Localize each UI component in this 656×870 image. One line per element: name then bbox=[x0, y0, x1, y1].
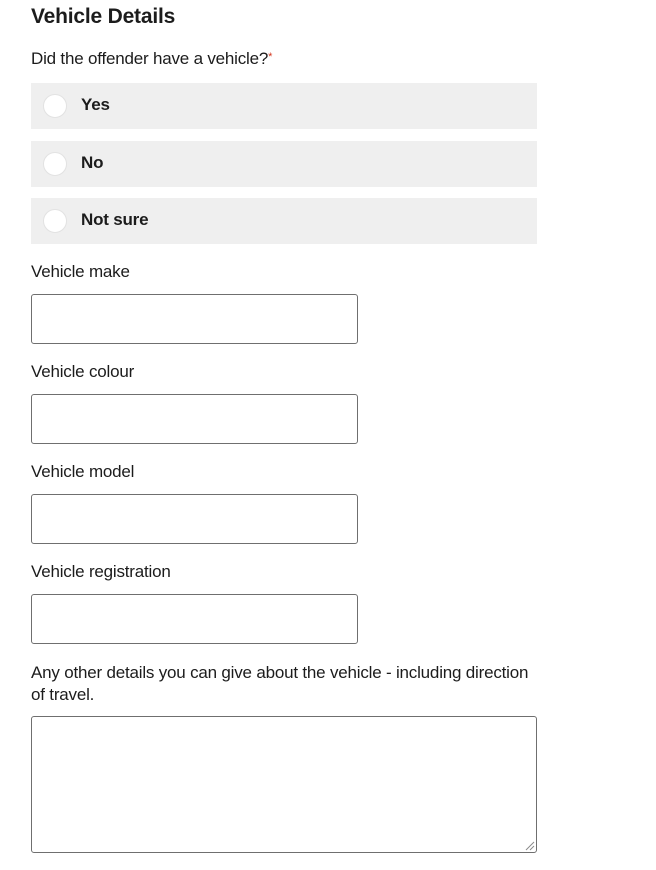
vehicle-make-label: Vehicle make bbox=[31, 262, 130, 281]
vehicle-model-label: Vehicle model bbox=[31, 462, 135, 481]
question-label: Did the offender have a vehicle? bbox=[31, 49, 269, 68]
radio-button-not-sure[interactable] bbox=[43, 209, 67, 233]
vehicle-question bbox=[31, 49, 272, 69]
radio-option-yes[interactable] bbox=[31, 83, 537, 129]
vehicle-colour-input[interactable] bbox=[31, 394, 358, 444]
radio-label-not-sure[interactable]: Not sure bbox=[81, 210, 149, 229]
radio-button-yes[interactable] bbox=[43, 94, 67, 118]
resize-handle-icon[interactable] bbox=[524, 840, 535, 851]
radio-option-not-sure[interactable] bbox=[31, 198, 537, 244]
vehicle-registration-input[interactable] bbox=[31, 594, 358, 644]
radio-label-yes[interactable]: Yes bbox=[81, 95, 110, 114]
section-title: Vehicle Details bbox=[31, 5, 176, 28]
vehicle-make-input[interactable] bbox=[31, 294, 358, 344]
other-details-textarea[interactable] bbox=[31, 716, 537, 853]
vehicle-registration-label: Vehicle registration bbox=[31, 562, 171, 581]
other-details-label: Any other details you can give about the vehicle - including direction of travel. bbox=[31, 663, 529, 704]
vehicle-model-input[interactable] bbox=[31, 494, 358, 544]
radio-option-no[interactable] bbox=[31, 141, 537, 187]
radio-button-no[interactable] bbox=[43, 152, 67, 176]
radio-label-no[interactable]: No bbox=[81, 153, 104, 172]
required-marker: * bbox=[268, 51, 273, 63]
vehicle-colour-label: Vehicle colour bbox=[31, 362, 135, 381]
